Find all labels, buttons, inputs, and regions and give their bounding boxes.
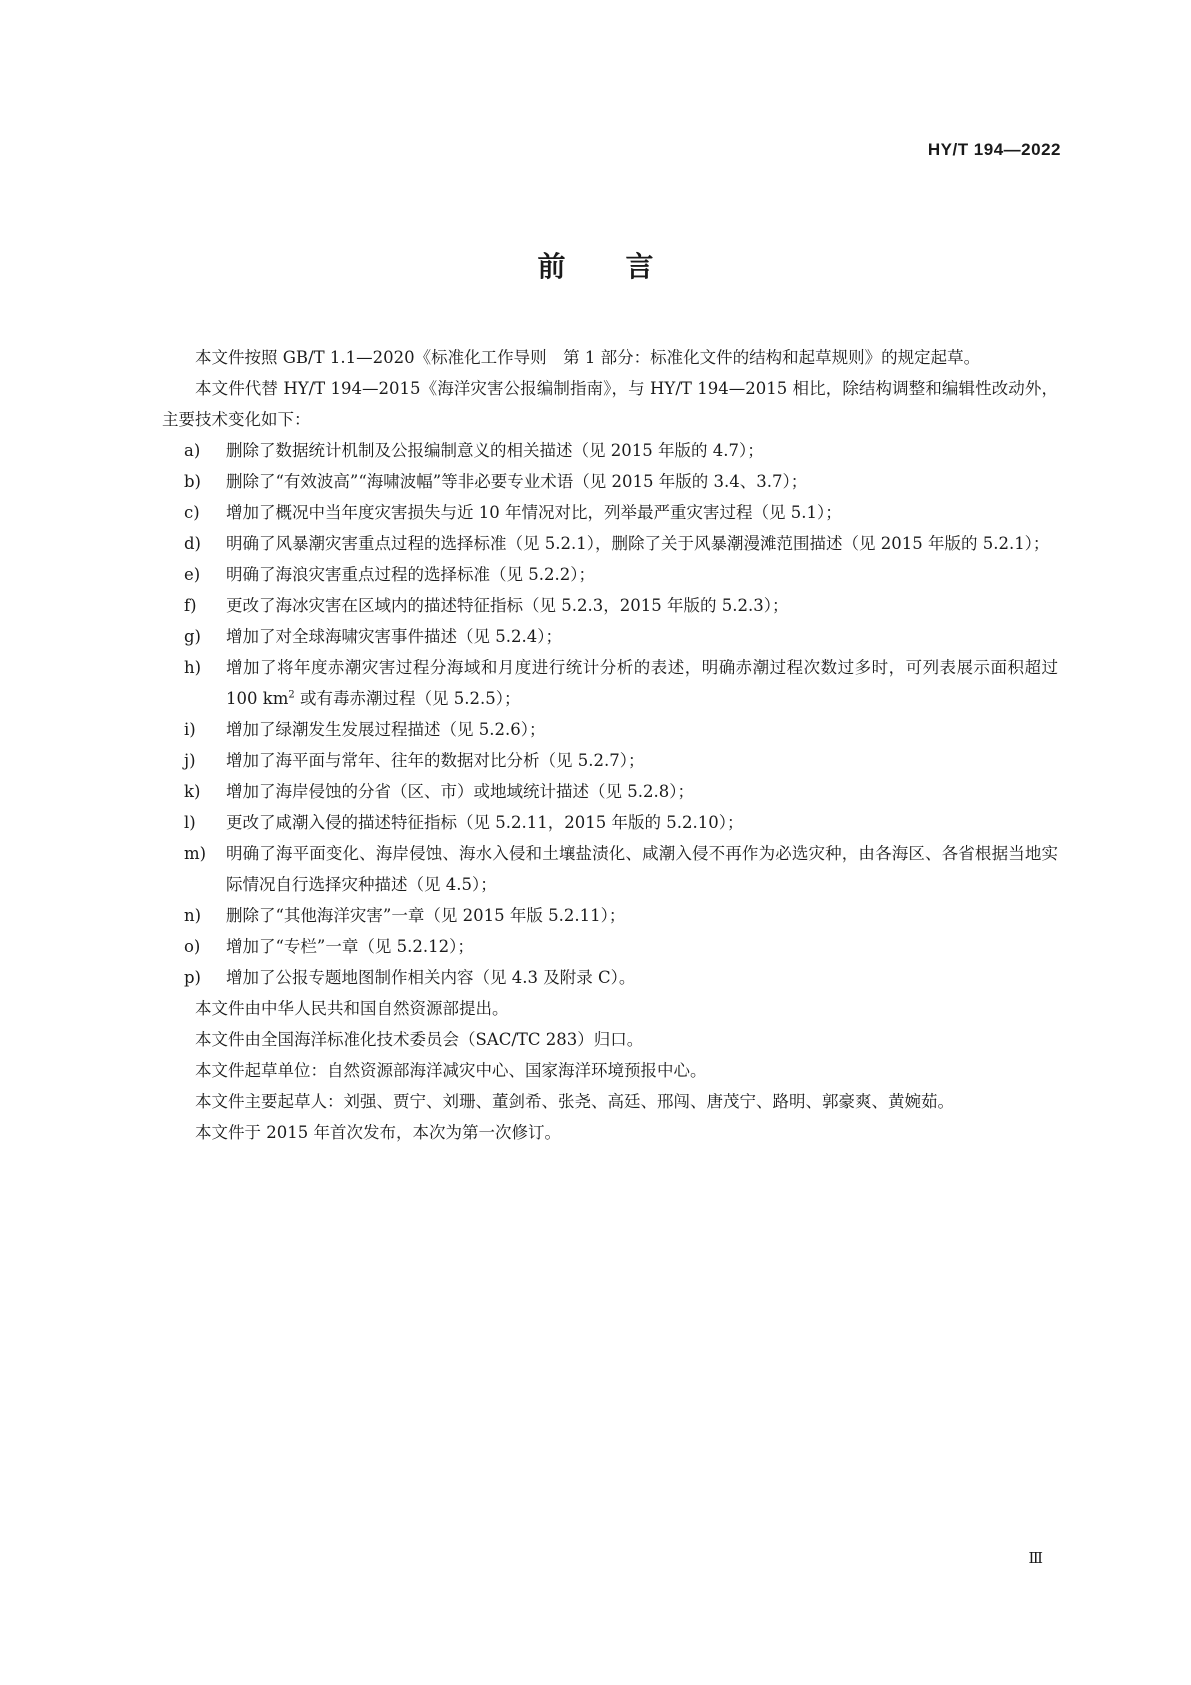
list-item-text-part: 增加了将年度赤潮灾害过程分海域和月度进行统计分析的表述，明确赤潮过程次数过多时，可列表展示面积超过 100 km (226, 658, 1058, 708)
page-title: 前言 (537, 250, 714, 283)
list-item-label: d) (184, 534, 201, 553)
intro-paragraph: 本文件按照 GB/T 1.1—2020《标准化工作导则 第 1 部分：标准化文件的结构和起草规则》的规定起草。 (195, 348, 981, 367)
list-item-text: 增加了公报专题地图制作相关内容（见 4.3 及附录 C）。 (226, 968, 636, 987)
list-item (162, 652, 1058, 714)
list-item-text (226, 652, 1058, 714)
list-item-text: 删除了“其他海洋灾害”一章（见 2015 年版 5.2.11）； (226, 906, 626, 925)
list-item (162, 745, 1058, 776)
intro-paragraph: 本文件代替 HY/T 194—2015《海洋灾害公报编制指南》，与 HY/T 194—2015 相比，除结构调整和编辑性改动外，主要技术变化如下： (162, 379, 1058, 429)
closing-paragraph: 本文件由中华人民共和国自然资源部提出。 (195, 999, 509, 1018)
list-item-text: 增加了海岸侵蚀的分省（区、市）或地域统计描述（见 5.2.8）； (226, 782, 694, 801)
list-item-label: k) (184, 782, 201, 801)
page-number: Ⅲ (1028, 1549, 1043, 1567)
list-item-label: h) (184, 658, 202, 677)
list-item-label: f) (184, 596, 197, 615)
list-item-text: 更改了咸潮入侵的描述特征指标（见 5.2.11，2015 年版的 5.2.10）； (226, 813, 744, 832)
list-item-text: 明确了海平面变化、海岸侵蚀、海水入侵和土壤盐渍化、咸潮入侵不再作为必选灾种，由各海区、各省根据当地实际情况自行选择灾种描述（见 4.5）； (226, 844, 1058, 894)
list-item-label: a) (184, 441, 201, 460)
closing-paragraph: 本文件起草单位：自然资源部海洋减灾中心、国家海洋环境预报中心。 (195, 1061, 707, 1080)
list-item-text: 更改了海冰灾害在区域内的描述特征指标（见 5.2.3，2015 年版的 5.2.3）； (226, 596, 789, 615)
list-item (162, 776, 1058, 807)
list-item (162, 838, 1058, 900)
list-item-label: b) (184, 472, 201, 491)
list-item (162, 931, 1058, 962)
list-item (162, 590, 1058, 621)
list-item (162, 466, 1058, 497)
list-item (162, 714, 1058, 745)
closing-paragraph: 本文件由全国海洋标准化技术委员会（SAC/TC 283）归口。 (195, 1030, 644, 1049)
list-item (162, 559, 1058, 590)
closing-paragraph: 本文件主要起草人：刘强、贾宁、刘珊、董剑希、张尧、高廷、邢闯、唐茂宁、路明、郭豪爽、黄婉茹。 (195, 1092, 954, 1111)
list-item (162, 621, 1058, 652)
list-item-label: g) (184, 627, 201, 646)
list-item-text: 删除了数据统计机制及公报编制意义的相关描述（见 2015 年版的 4.7）； (226, 441, 764, 460)
changes-list (162, 435, 1058, 993)
list-item-text: 增加了海平面与常年、往年的数据对比分析（见 5.2.7）； (226, 751, 645, 770)
list-item-label: j) (184, 751, 196, 770)
list-item-label: i) (184, 720, 196, 739)
list-item-text: 明确了海浪灾害重点过程的选择标准（见 5.2.2）； (226, 565, 595, 584)
list-item (162, 807, 1058, 838)
document-code: HY/T 194—2022 (927, 140, 1061, 159)
list-item-label: n) (184, 906, 202, 925)
list-item-text: 明确了风暴潮灾害重点过程的选择标准（见 5.2.1），删除了关于风暴潮漫滩范围描述（见 2015 年版的 5.2.1）； (226, 534, 1050, 553)
list-item (162, 962, 1058, 993)
list-item-text: 删除了“有效波高”“海啸波幅”等非必要专业术语（见 2015 年版的 3.4、3.7）； (226, 472, 808, 491)
list-item (162, 497, 1058, 528)
list-item (162, 435, 1058, 466)
list-item-label: l) (184, 813, 196, 832)
closing-paragraph: 本文件于 2015 年首次发布，本次为第一次修订。 (195, 1123, 561, 1142)
list-item-text: 增加了绿潮发生发展过程描述（见 5.2.6）； (226, 720, 546, 739)
list-item-label: e) (184, 565, 201, 584)
list-item-text-part: 或有毒赤潮过程（见 5.2.5）； (294, 689, 521, 708)
list-item (162, 528, 1058, 559)
list-item-label: o) (184, 937, 201, 956)
list-item-text: 增加了对全球海啸灾害事件描述（见 5.2.4）； (226, 627, 562, 646)
document-body (162, 342, 1058, 1148)
list-item-label: m) (184, 844, 207, 863)
superscript: 2 (288, 689, 295, 701)
list-item (162, 900, 1058, 931)
list-item-text: 增加了概况中当年度灾害损失与近 10 年情况对比，列举最严重灾害过程（见 5.1）； (226, 503, 842, 522)
list-item-label: p) (184, 968, 201, 987)
list-item-text: 增加了“专栏”一章（见 5.2.12）； (226, 937, 474, 956)
list-item-label: c) (184, 503, 200, 522)
